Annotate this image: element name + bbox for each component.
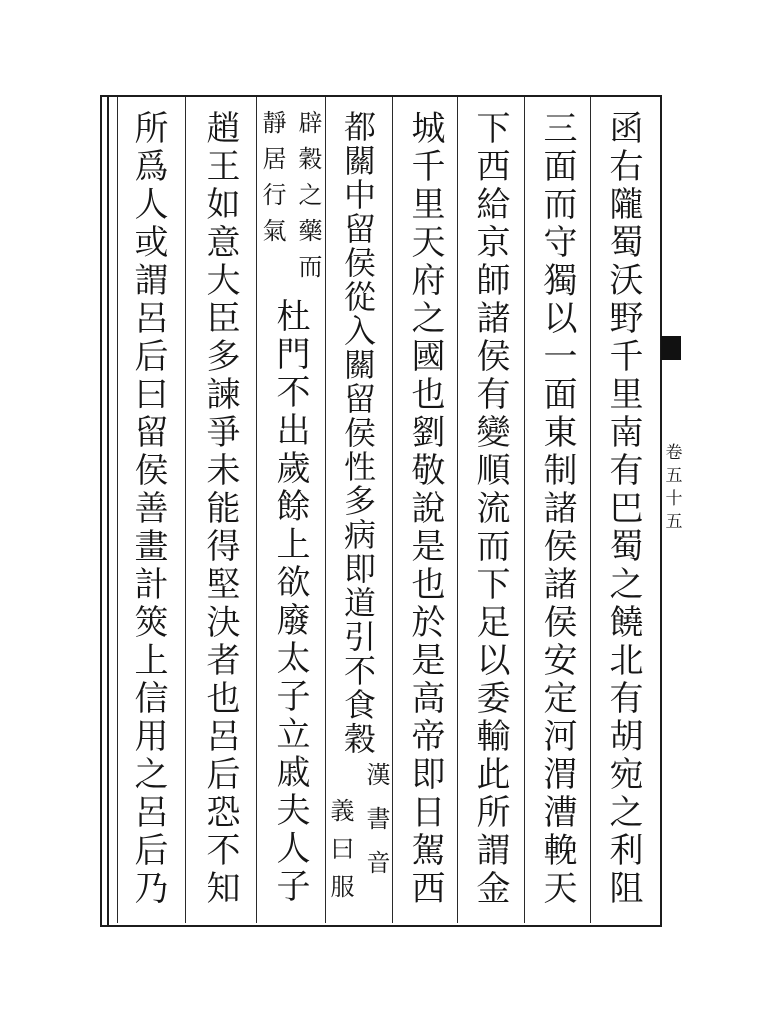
column-text: 城千里天府之國也劉敬說是也於是高帝即日駕西 [405,110,445,908]
text-column-1 [591,110,655,915]
column-text: 趙王如意大臣多諫爭未能得堅決者也呂后恐不知 [200,110,240,908]
text-column-6 [258,110,322,915]
fishtail-mark [661,336,681,360]
interlinear-annotation [257,110,323,290]
frame-double-rule [107,95,109,925]
column-text: 所爲人或謂呂后曰留侯善畫計筴上信用之呂后乃 [128,110,168,908]
column-text: 都關中留侯從入關留侯性多病即道引不食穀 [339,110,377,756]
column-text: 三面而守獨以一面東制諸侯諸侯安定河渭漕輓天 [537,110,577,908]
text-column-3 [458,110,522,915]
annotation-left: 靜居行氣 [258,110,286,254]
text-column-7 [188,110,252,915]
column-text: 函右隴蜀沃野千里南有巴蜀之饒北有胡宛之利阻 [603,110,643,908]
text-column-5 [326,110,390,915]
column-text: 下西給京師諸侯有變順流而下足以委輸此所謂金 [470,110,510,908]
annotation-right: 漢書音 [362,762,390,894]
column-rule [185,97,186,923]
volume-number: 卷五十五 [661,443,682,535]
text-column-8 [116,110,180,915]
margin-volume-label [660,443,682,535]
text-column-2 [525,110,589,915]
interlinear-annotation [325,762,391,912]
column-text: 杜門不出歲餘上欲廢太子立戚夫人子 [270,298,310,906]
annotation-right: 辟穀之藥而 [294,110,322,290]
text-column-4 [393,110,457,915]
annotation-left: 義曰服 [326,798,354,912]
